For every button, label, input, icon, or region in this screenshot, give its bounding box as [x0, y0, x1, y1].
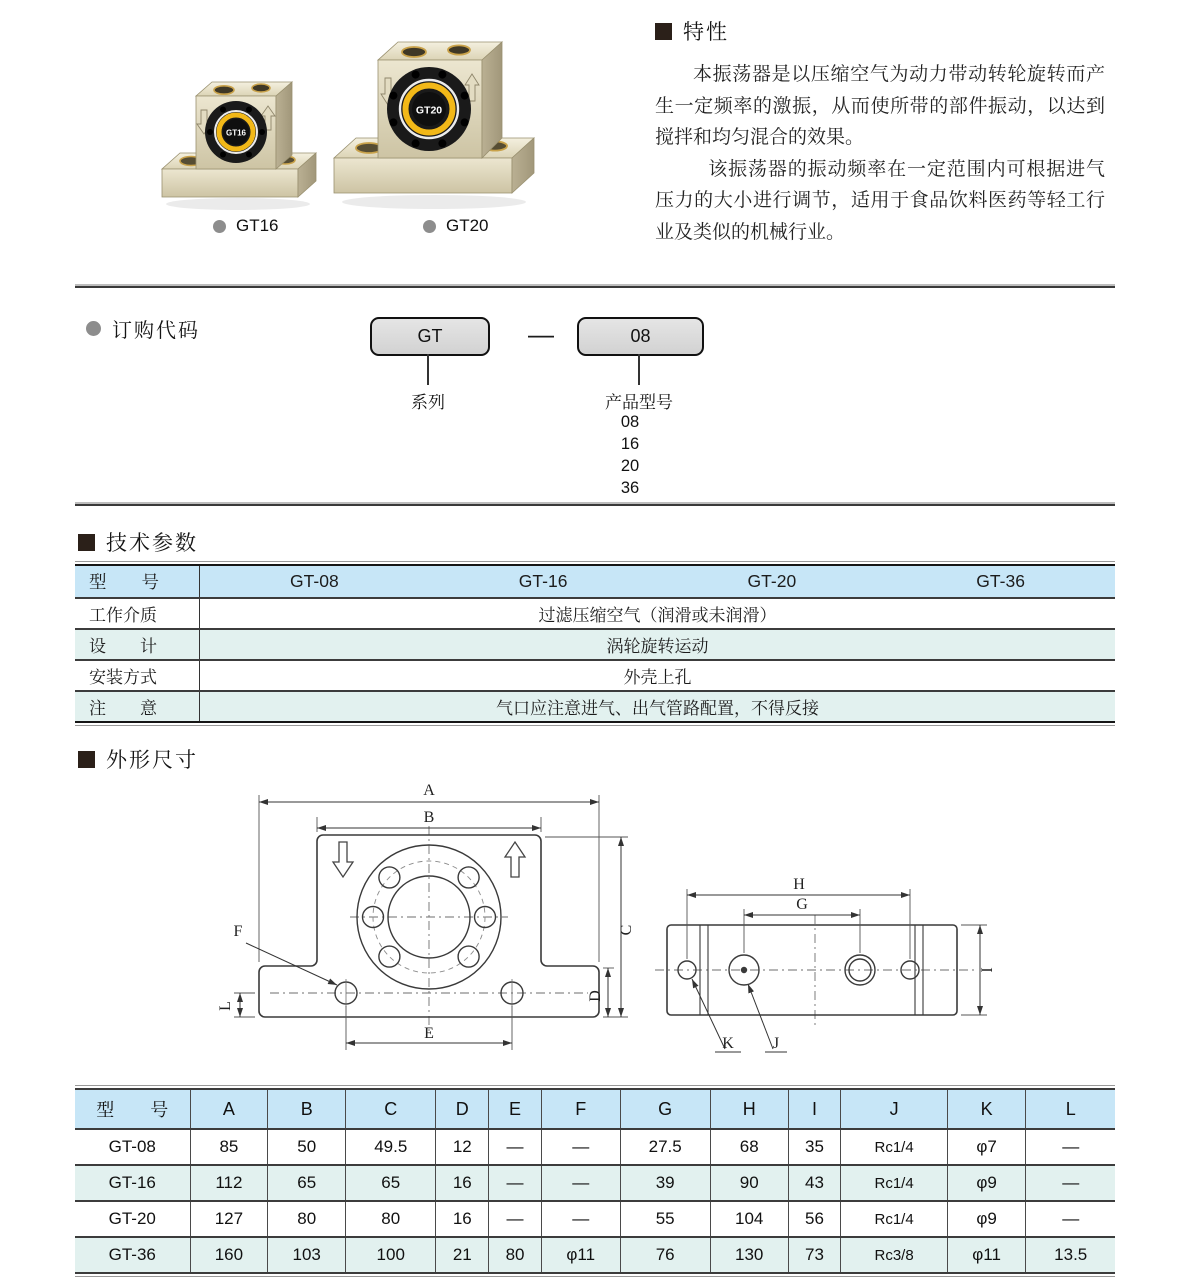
tech-model: GT-08	[290, 571, 339, 591]
dim-header: G	[620, 1089, 710, 1129]
dim-table-row	[75, 1201, 1115, 1237]
dim-header: L	[1026, 1089, 1115, 1129]
cell: —	[489, 1129, 542, 1165]
tech-table	[75, 561, 1115, 726]
cell: 16	[436, 1201, 489, 1237]
cell: 104	[710, 1201, 788, 1237]
top-port-hole	[402, 47, 426, 57]
dim-label-c: C	[618, 924, 635, 936]
product-caption-label: GT16	[236, 216, 279, 235]
tech-header-row	[75, 566, 1115, 599]
features-heading	[655, 16, 1105, 46]
dim-header: I	[788, 1089, 841, 1129]
dimension-labels	[217, 782, 635, 1042]
section-square-icon	[78, 534, 95, 551]
cell: φ11	[541, 1237, 620, 1273]
top-port-hole	[214, 86, 234, 94]
dim-header: B	[268, 1089, 346, 1129]
tech-model: GT-16	[518, 571, 568, 591]
down-arrow-icon	[333, 842, 353, 877]
cell: 13.5	[1026, 1237, 1115, 1273]
dims-heading	[78, 744, 198, 774]
dim-header: H	[710, 1089, 788, 1129]
cell: 68	[710, 1129, 788, 1165]
dim-label-a: A	[423, 782, 435, 799]
bullet-dot-icon	[213, 220, 226, 233]
dim-label-e: E	[424, 1025, 434, 1042]
cell: 49.5	[346, 1129, 436, 1165]
tech-row-label: 工作介质	[75, 599, 200, 628]
product-photo-gt20	[328, 26, 542, 216]
tech-row-label: 安装方式	[75, 661, 200, 690]
divider-line	[75, 504, 1115, 506]
cell: 21	[436, 1237, 489, 1273]
dim-label-g: G	[796, 896, 808, 913]
top-port-hole	[252, 84, 270, 92]
cell: 12	[436, 1129, 489, 1165]
dim-table-header-row	[75, 1089, 1115, 1129]
cell: 90	[710, 1165, 788, 1201]
cell: 73	[788, 1237, 841, 1273]
cell: 65	[346, 1165, 436, 1201]
cell: 56	[788, 1201, 841, 1237]
features-paragraph-2: 该振荡器的振动频率在一定范围内可根据进气压力的大小进行调节，适用于食品饮料医药等轻工行业及类似的机械行业。	[655, 158, 1105, 243]
dim-label-f: F	[233, 923, 243, 940]
cell: 39	[620, 1165, 710, 1201]
cell: —	[489, 1201, 542, 1237]
cell: 50	[268, 1129, 346, 1165]
tech-header-models	[200, 571, 1115, 592]
cell: 55	[620, 1201, 710, 1237]
connector-line	[638, 354, 640, 385]
cell: 103	[268, 1237, 346, 1273]
tech-row	[75, 661, 1115, 692]
cell-model: GT-20	[75, 1201, 190, 1237]
product-caption-label: GT20	[446, 216, 489, 235]
ordering-heading	[86, 314, 200, 343]
product-caption-gt20	[423, 216, 489, 236]
model-option: 16	[620, 435, 640, 453]
dim-header-model: 型 号	[75, 1089, 190, 1129]
features-title: 特性	[683, 21, 729, 44]
cell: φ11	[947, 1237, 1026, 1273]
product-caption-gt16	[213, 216, 279, 236]
model-options	[597, 411, 663, 499]
tech-row-value: 气口应注意进气、出气管路配置，不得反接	[496, 699, 819, 718]
cell: φ7	[947, 1129, 1026, 1165]
model-option: 08	[620, 413, 640, 431]
cell: 80	[268, 1201, 346, 1237]
model-option: 20	[620, 457, 640, 475]
cell: —	[541, 1201, 620, 1237]
cell: 76	[620, 1237, 710, 1273]
ordering-title: 订购代码	[112, 320, 200, 342]
dimension-lines	[240, 802, 621, 1043]
tech-row	[75, 692, 1115, 721]
cell: Rc1/4	[841, 1165, 947, 1201]
dim-table-row	[75, 1237, 1115, 1273]
tech-row-value: 涡轮旋转运动	[606, 637, 709, 656]
cell-model: GT-08	[75, 1129, 190, 1165]
cell: —	[541, 1165, 620, 1201]
model-label: 产品型号	[605, 393, 673, 412]
dim-header: E	[489, 1089, 542, 1129]
tech-row-value: 外壳上孔	[623, 668, 692, 687]
tech-row-value: 过滤压缩空气（润滑或未润滑）	[538, 606, 777, 625]
cell: 80	[346, 1201, 436, 1237]
up-arrow-icon	[505, 842, 525, 877]
ordering-dash: —	[528, 319, 554, 349]
bullet-dot-icon	[86, 321, 101, 336]
tech-title: 技术参数	[106, 532, 198, 555]
connector-line	[427, 354, 429, 385]
section-square-icon	[655, 23, 672, 40]
dimension-table-wrap	[75, 1085, 1115, 1277]
dim-header: J	[841, 1089, 947, 1129]
cell: 112	[190, 1165, 268, 1201]
dimension-lines	[687, 895, 980, 1052]
cell: 35	[788, 1129, 841, 1165]
cell: Rc1/4	[841, 1129, 947, 1165]
dimension-labels	[722, 876, 996, 1052]
tech-row-label: 注 意	[75, 692, 200, 721]
dim-label-b: B	[423, 809, 435, 826]
tech-heading	[78, 527, 198, 557]
dim-table-row	[75, 1129, 1115, 1165]
cell: φ9	[947, 1165, 1026, 1201]
cell: 160	[190, 1237, 268, 1273]
turbine-face	[205, 101, 267, 163]
cell: 127	[190, 1201, 268, 1237]
cell: 65	[268, 1165, 346, 1201]
cell: 27.5	[620, 1129, 710, 1165]
product-face-label: GT16	[225, 128, 247, 138]
dim-label-d: D	[587, 990, 604, 1002]
dim-table-row	[75, 1165, 1115, 1201]
cell: 43	[788, 1165, 841, 1201]
cell: —	[1026, 1165, 1115, 1201]
cell: Rc1/4	[841, 1201, 947, 1237]
cell: 85	[190, 1129, 268, 1165]
cell: —	[541, 1129, 620, 1165]
extension-lines	[234, 795, 628, 1050]
tech-row-label: 设 计	[75, 630, 200, 659]
product-photo-gt16	[158, 66, 318, 214]
tech-model: GT-20	[747, 571, 797, 591]
dimension-table	[75, 1088, 1115, 1274]
cell: 100	[346, 1237, 436, 1273]
model-option: 36	[620, 479, 640, 497]
cell: φ9	[947, 1201, 1026, 1237]
tech-row	[75, 630, 1115, 661]
divider-line	[75, 286, 1115, 288]
cell: 130	[710, 1237, 788, 1273]
tech-model: GT-36	[976, 571, 1025, 591]
dim-label-j: J	[772, 1035, 780, 1052]
cell: —	[489, 1165, 542, 1201]
dim-header: A	[190, 1089, 268, 1129]
cell-model: GT-16	[75, 1165, 190, 1201]
tech-header-label: 型 号	[75, 566, 200, 597]
product-face-label: GT20	[415, 104, 443, 117]
ordering-model-box: 08	[577, 317, 704, 356]
cell: —	[1026, 1201, 1115, 1237]
dim-label-k: K	[722, 1035, 734, 1052]
extension-lines	[687, 889, 987, 1015]
cell: 80	[489, 1237, 542, 1273]
section-square-icon	[78, 751, 95, 768]
ordering-series-box: GT	[370, 317, 490, 356]
front-view-drawing	[212, 780, 636, 1075]
product-shadow	[342, 195, 526, 209]
turbine-face	[387, 67, 471, 151]
side-view-drawing	[645, 853, 1025, 1068]
cell: 16	[436, 1165, 489, 1201]
dim-header: C	[346, 1089, 436, 1129]
tech-row	[75, 599, 1115, 630]
dim-header: K	[947, 1089, 1026, 1129]
dim-label-i: I	[979, 967, 996, 973]
dim-header: F	[541, 1089, 620, 1129]
top-port-hole	[448, 45, 470, 54]
cell: —	[1026, 1129, 1115, 1165]
series-label: 系列	[411, 393, 445, 412]
features-paragraph-1: 本振荡器是以压缩空气为动力带动转轮旋转而产生一定频率的激振，从而使所带的部件振动，以达到搅拌和均匀混合的效果。	[655, 64, 1105, 148]
cell: Rc3/8	[841, 1237, 947, 1273]
dim-label-l: L	[217, 1001, 234, 1011]
product-shadow	[166, 198, 310, 210]
cell-model: GT-36	[75, 1237, 190, 1273]
bullet-dot-icon	[423, 220, 436, 233]
dims-title: 外形尺寸	[106, 749, 198, 772]
features-section	[655, 16, 1105, 248]
dim-header: D	[436, 1089, 489, 1129]
dim-label-h: H	[793, 876, 805, 893]
